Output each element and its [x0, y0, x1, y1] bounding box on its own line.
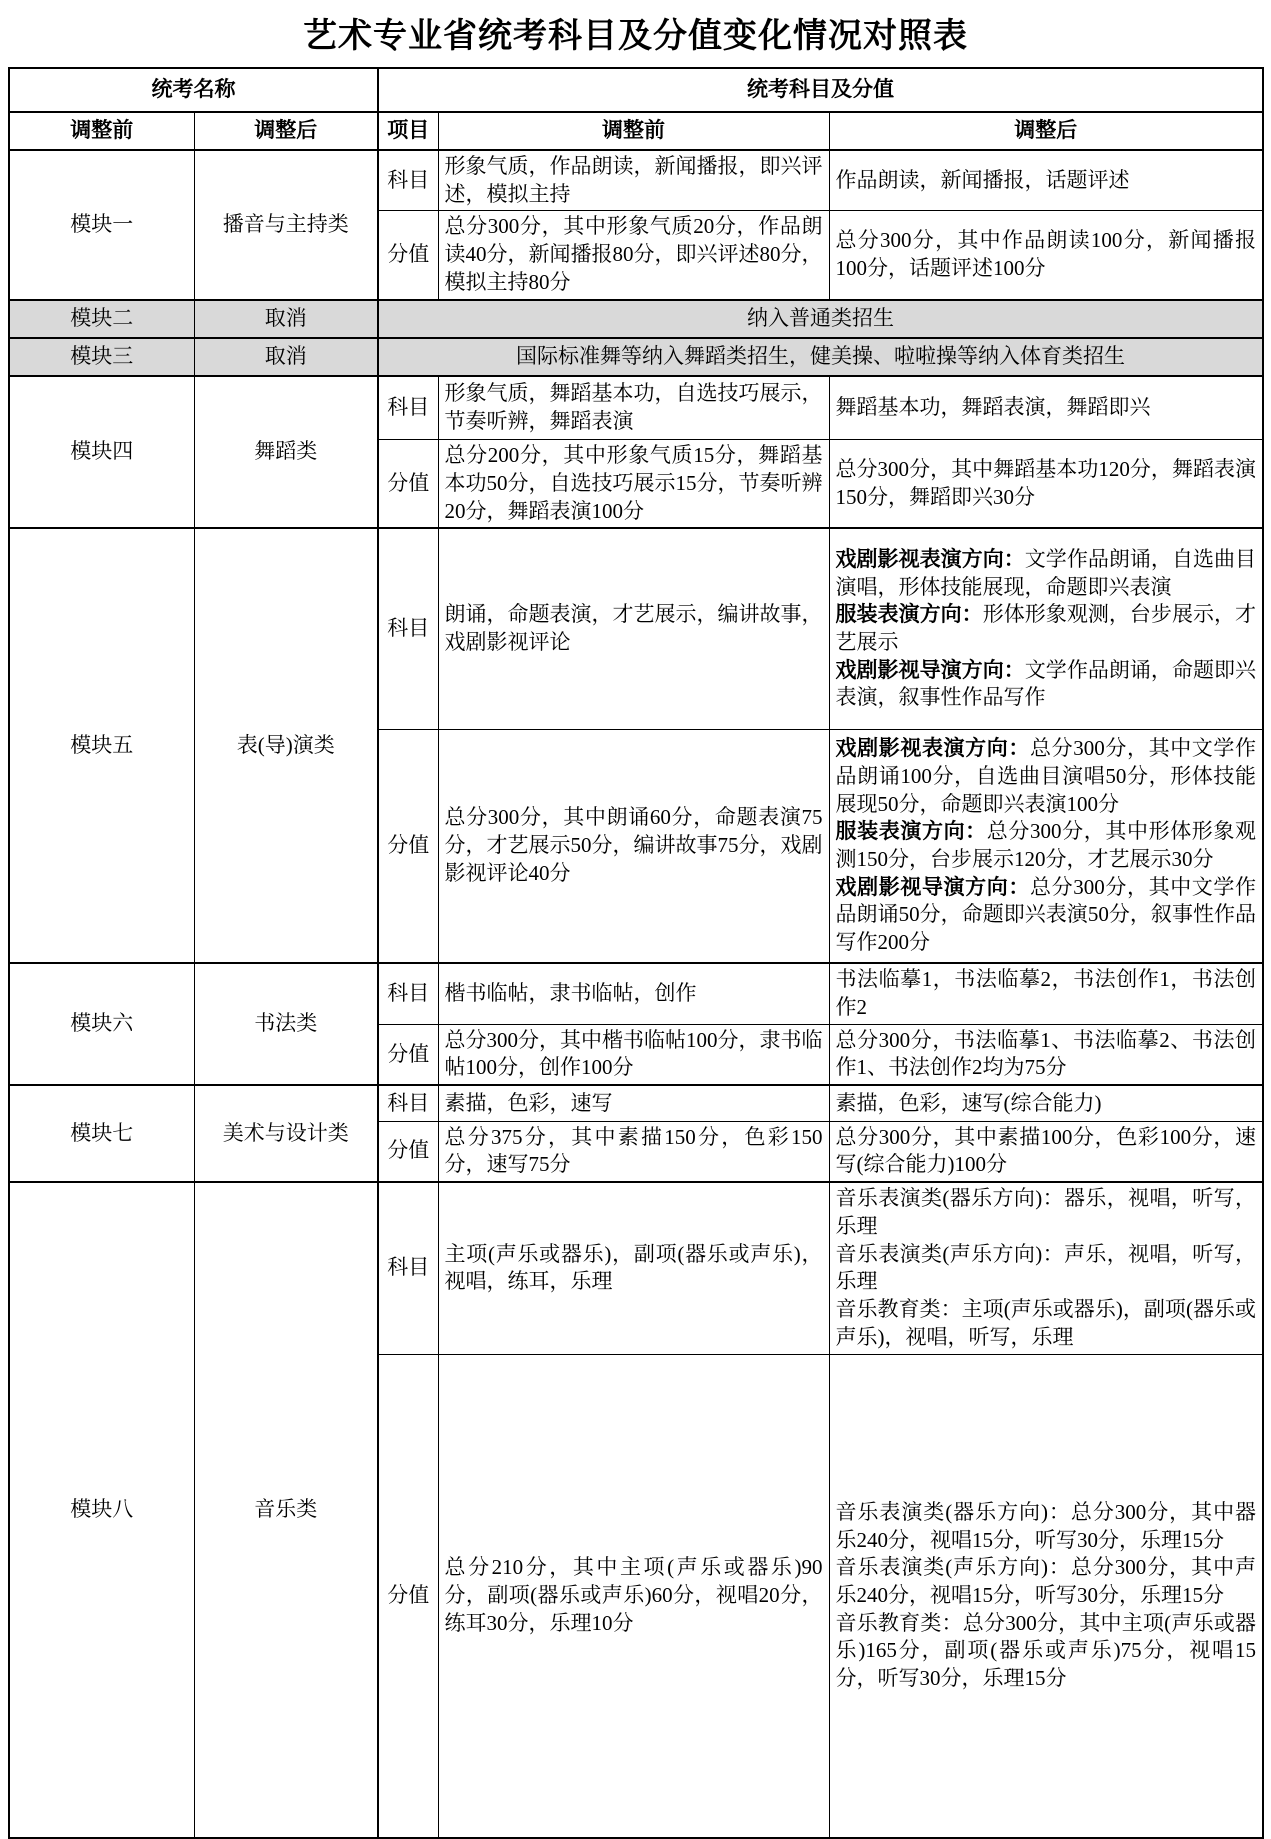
module4-score-before: 总分200分，其中形象气质15分，舞蹈基本功50分，自选技巧展示15分，节奏听辨20分，舞蹈表演100分 [438, 440, 829, 529]
direction-text: 总分300分，其中形体形象观测150分，台步展示120分，才艺展示30分 [835, 819, 1257, 871]
header-row-2 [9, 112, 1263, 150]
module1-subject-before: 形象气质，作品朗读，新闻播报，即兴评述，模拟主持 [438, 150, 829, 211]
module1-name-after: 播音与主持类 [194, 150, 378, 300]
module5-subject-before: 朗诵，命题表演，才艺展示，编讲故事，戏剧影视评论 [438, 528, 829, 729]
module8-subject-after-category3: 音乐教育类：主项(声乐或器乐)，副项(器乐或声乐)，视唱，听写，乐理 [835, 1297, 1257, 1349]
module5-name-after: 表(导)演类 [194, 528, 378, 963]
module4-score-after: 总分300分，其中舞蹈基本功120分，舞蹈表演150分，舞蹈即兴30分 [829, 440, 1263, 529]
header-subject-after: 调整后 [829, 112, 1263, 150]
header-exam-subject-score: 统考科目及分值 [378, 68, 1263, 112]
module1-subject-label: 科目 [378, 150, 438, 211]
direction-text: 总分300分，其中文学作品朗诵100分，自选曲目演唱50分，形体技能展现50分，命题即兴表演100分 [835, 736, 1257, 816]
module5-subject-after-direction3 [836, 657, 1257, 712]
module6-name-before: 模块六 [9, 963, 194, 1085]
module6-score-after: 总分300分，书法临摹1、书法临摹2、书法创作1、书法创作2均为75分 [829, 1024, 1263, 1085]
module6-score-before: 总分300分，其中楷书临帖100分，隶书临帖100分，创作100分 [438, 1024, 829, 1085]
module2-row [9, 300, 1263, 338]
direction-label: 戏剧影视表演方向： [835, 737, 1031, 761]
module7-subject-row [9, 1085, 1263, 1121]
module8-subject-after-category1: 音乐表演类(器乐方向)：器乐，视唱，听写，乐理 [835, 1186, 1257, 1238]
module4-subject-label: 科目 [378, 376, 438, 440]
header-name-before: 调整前 [9, 112, 194, 150]
module3-name-before: 模块三 [9, 338, 194, 376]
header-name-after: 调整后 [194, 112, 378, 150]
module5-score-label: 分值 [378, 729, 438, 963]
module6-subject-label: 科目 [378, 963, 438, 1024]
module5-score-after-direction3 [836, 874, 1257, 957]
module7-name-after: 美术与设计类 [194, 1085, 378, 1182]
direction-label: 戏剧影视导演方向： [835, 658, 1025, 682]
module8-score-after-category1: 音乐表演类(器乐方向)：总分300分，其中器乐240分，视唱15分，听写30分，乐理15分 [835, 1499, 1257, 1552]
module4-score-label: 分值 [378, 440, 438, 529]
module4-subject-row [9, 376, 1263, 440]
module6-name-after: 书法类 [194, 963, 378, 1085]
module1-subject-after: 作品朗读，新闻播报，话题评述 [829, 150, 1263, 211]
module8-score-label: 分值 [378, 1354, 438, 1838]
module5-name-before: 模块五 [9, 528, 194, 963]
module7-name-before: 模块七 [9, 1085, 194, 1182]
direction-text: 文学作品朗诵，自选曲目演唱，形体技能展现，命题即兴表演 [835, 546, 1257, 599]
module2-name-before: 模块二 [9, 300, 194, 338]
module8-score-after-category2: 音乐表演类(声乐方向)：总分300分，其中声乐240分，视唱15分，听写30分，乐理15分 [835, 1555, 1257, 1607]
header-exam-name: 统考名称 [9, 68, 378, 112]
module6-score-label: 分值 [378, 1024, 438, 1085]
module3-row [9, 338, 1263, 376]
module8-score-before: 总分210分，其中主项(声乐或器乐)90分，副项(器乐或声乐)60分，视唱20分，练耳30分，乐理10分 [438, 1354, 829, 1838]
module5-subject-after-direction2 [836, 601, 1257, 656]
module5-subject-row [9, 528, 1263, 729]
header-row-1 [9, 68, 1263, 112]
module5-score-before: 总分300分，其中朗诵60分，命题表演75分，才艺展示50分，编讲故事75分，戏剧影视评论40分 [438, 729, 829, 963]
module7-subject-label: 科目 [378, 1085, 438, 1121]
module5-score-after-direction2 [836, 818, 1257, 873]
module7-score-after: 总分300分，其中素描100分，色彩100分，速写(综合能力)100分 [829, 1121, 1263, 1182]
module4-name-after: 舞蹈类 [194, 376, 378, 529]
module3-merged-note: 国际标准舞等纳入舞蹈类招生，健美操、啦啦操等纳入体育类招生 [378, 338, 1263, 376]
module5-subject-after-direction1 [836, 546, 1257, 601]
module5-subject-after [829, 528, 1263, 729]
direction-text: 总分300分，其中文学作品朗诵50分，命题即兴表演50分，叙事性作品写作200分 [835, 874, 1257, 955]
module8-subject-label: 科目 [378, 1182, 438, 1354]
module5-score-after-direction1 [836, 735, 1257, 818]
page-title: 艺术专业省统考科目及分值变化情况对照表 [303, 17, 968, 55]
module7-score-before: 总分375分，其中素描150分，色彩150分，速写75分 [438, 1121, 829, 1182]
module8-subject-after [829, 1182, 1263, 1354]
module8-subject-before: 主项(声乐或器乐)，副项(器乐或声乐)，视唱，练耳，乐理 [438, 1182, 829, 1354]
direction-text: 文学作品朗诵，命题即兴表演，叙事性作品写作 [835, 657, 1257, 710]
module4-subject-after: 舞蹈基本功，舞蹈表演，舞蹈即兴 [829, 376, 1263, 440]
module6-subject-before: 楷书临帖，隶书临帖，创作 [438, 963, 829, 1024]
module7-subject-before: 素描，色彩，速写 [438, 1085, 829, 1121]
comparison-table [8, 67, 1264, 1839]
module2-merged-note: 纳入普通类招生 [378, 300, 1263, 338]
module6-subject-row [9, 963, 1263, 1024]
header-subject-before: 调整前 [438, 112, 829, 150]
module7-score-label: 分值 [378, 1121, 438, 1182]
module8-name-before: 模块八 [9, 1182, 194, 1838]
module7-subject-after: 素描，色彩，速写(综合能力) [829, 1085, 1263, 1121]
module1-score-after: 总分300分，其中作品朗读100分，新闻播报100分，话题评述100分 [829, 211, 1263, 300]
module4-subject-before: 形象气质，舞蹈基本功，自选技巧展示，节奏听辨，舞蹈表演 [438, 376, 829, 440]
module1-subject-row [9, 150, 1263, 211]
module5-score-after [829, 729, 1263, 963]
direction-label: 服装表演方向： [835, 820, 987, 844]
direction-label: 服装表演方向： [835, 603, 983, 627]
module5-subject-label: 科目 [378, 528, 438, 729]
module3-name-after: 取消 [194, 338, 378, 376]
module1-score-label: 分值 [378, 211, 438, 300]
module4-name-before: 模块四 [9, 376, 194, 529]
module8-score-after [829, 1354, 1263, 1838]
module1-name-before: 模块一 [9, 150, 194, 300]
module8-name-after: 音乐类 [194, 1182, 378, 1838]
module8-subject-row [9, 1182, 1263, 1354]
module6-subject-after: 书法临摹1，书法临摹2，书法创作1，书法创作2 [829, 963, 1263, 1024]
direction-text: 形体形象观测，台步展示，才艺展示 [835, 602, 1257, 654]
module8-score-after-category3: 音乐教育类：总分300分，其中主项(声乐或器乐)165分，副项(器乐或声乐)75分，视唱15分，听写30分，乐理15分 [835, 1610, 1257, 1691]
direction-label: 戏剧影视导演方向： [835, 875, 1031, 899]
module1-score-before: 总分300分，其中形象气质20分，作品朗读40分，新闻播报80分，即兴评述80分，模拟主持80分 [438, 211, 829, 300]
header-item: 项目 [378, 112, 438, 150]
module8-subject-after-category2: 音乐表演类(声乐方向)：声乐，视唱，听写，乐理 [835, 1241, 1257, 1294]
direction-label: 戏剧影视表演方向： [835, 547, 1025, 571]
module2-name-after: 取消 [194, 300, 378, 338]
